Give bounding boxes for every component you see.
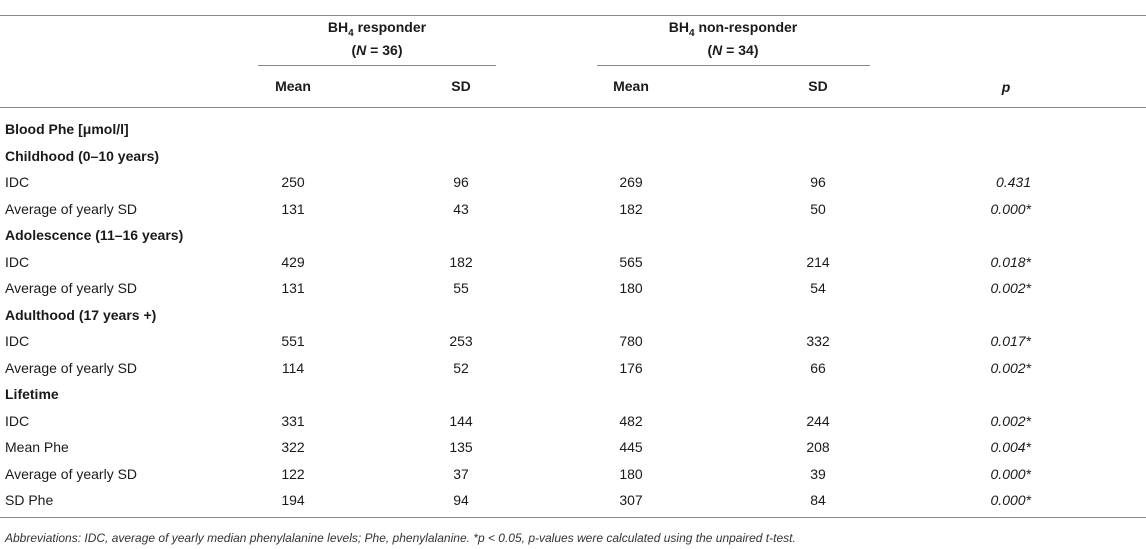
col-header-mean-responder: Mean xyxy=(275,78,311,94)
section-heading: Adulthood (17 years +) xyxy=(5,307,157,323)
table-cell: 131 xyxy=(281,201,305,217)
table-cell: 482 xyxy=(619,413,643,429)
p-value: 0.431 xyxy=(995,174,1031,190)
table-cell: 214 xyxy=(806,254,830,270)
table-cell: 144 xyxy=(449,413,473,429)
table-cell: 208 xyxy=(806,439,830,455)
row-label: Mean Phe xyxy=(5,439,69,455)
table-cell: 307 xyxy=(619,492,643,508)
table-cell: 322 xyxy=(281,439,305,455)
table-cell: 84 xyxy=(810,492,826,508)
row-label: IDC xyxy=(5,333,30,349)
p-value: 0.000* xyxy=(990,201,1031,217)
table-cell: 445 xyxy=(619,439,643,455)
p-value: 0.002* xyxy=(990,360,1031,376)
table-cell: 182 xyxy=(619,201,643,217)
table-cell: 180 xyxy=(619,280,643,296)
row-label: Average of yearly SD xyxy=(5,201,138,217)
header-bottom-rule xyxy=(0,107,1146,108)
table-cell: 780 xyxy=(619,333,643,349)
p-value: 0.000* xyxy=(990,492,1031,508)
col-header-sd-responder: SD xyxy=(451,78,471,94)
footnote: Abbreviations: IDC, average of yearly median phenylalanine levels; Phe, phenylalanine. *p < 0.05, p-values were calculated using the unpaired t-test. xyxy=(5,531,796,545)
group-underline-nonresponder xyxy=(597,65,870,66)
table-cell: 50 xyxy=(810,201,826,217)
table-cell: 194 xyxy=(281,492,305,508)
bottom-rule xyxy=(0,517,1146,518)
table-cell: 250 xyxy=(281,174,305,190)
group-header-responder: $BH_4$ responder xyxy=(327,19,427,39)
p-value: 0.000* xyxy=(990,466,1031,482)
top-rule xyxy=(0,15,1146,16)
table-cell: 66 xyxy=(810,360,826,376)
table-cell: 551 xyxy=(281,333,305,349)
section-heading: Lifetime xyxy=(5,386,59,402)
col-header-p: p xyxy=(1001,79,1011,95)
section-heading: Childhood (0–10 years) xyxy=(5,148,160,164)
table-cell: 94 xyxy=(453,492,469,508)
table-cell: 114 xyxy=(281,360,305,376)
row-label: IDC xyxy=(5,413,30,429)
col-header-mean-nonresponder: Mean xyxy=(613,78,649,94)
table-cell: 180 xyxy=(619,466,643,482)
table-cell: 52 xyxy=(453,360,469,376)
p-value: 0.017* xyxy=(990,333,1031,349)
table-cell: 55 xyxy=(453,280,469,296)
p-value: 0.002* xyxy=(990,413,1031,429)
table-cell: 332 xyxy=(806,333,830,349)
table-cell: 176 xyxy=(619,360,643,376)
table-cell: 331 xyxy=(281,413,305,429)
row-label: Average of yearly SD xyxy=(5,466,138,482)
table-cell: 244 xyxy=(806,413,830,429)
table-cell: 122 xyxy=(281,466,305,482)
group-n-nonresponder: (N = 34) xyxy=(707,42,759,58)
p-value: 0.004* xyxy=(990,439,1031,455)
table-cell: 39 xyxy=(810,466,826,482)
row-label: Average of yearly SD xyxy=(5,280,138,296)
table-cell: 565 xyxy=(619,254,643,270)
row-label: Average of yearly SD xyxy=(5,360,138,376)
table-cell: 253 xyxy=(449,333,473,349)
section-heading: Blood Phe [μmol/l] xyxy=(5,121,129,137)
table-cell: 429 xyxy=(281,254,305,270)
row-label: SD Phe xyxy=(5,492,54,508)
table-cell: 96 xyxy=(810,174,826,190)
p-value: 0.018* xyxy=(990,254,1031,270)
table-cell: 54 xyxy=(810,280,826,296)
p-value: 0.002* xyxy=(990,280,1031,296)
group-n-responder: (N = 36) xyxy=(351,42,403,58)
col-header-sd-nonresponder: SD xyxy=(808,78,828,94)
group-header-nonresponder: $BH_4$ non-responder xyxy=(668,19,798,39)
table-cell: 135 xyxy=(449,439,473,455)
table-cell: 269 xyxy=(619,174,643,190)
group-underline-responder xyxy=(258,65,496,66)
table-cell: 96 xyxy=(453,174,469,190)
table-cell: 182 xyxy=(449,254,473,270)
table-cell: 37 xyxy=(453,466,469,482)
row-label: IDC xyxy=(5,174,30,190)
table-cell: 43 xyxy=(453,201,469,217)
row-label: IDC xyxy=(5,254,30,270)
section-heading: Adolescence (11–16 years) xyxy=(5,227,184,243)
table-cell: 131 xyxy=(281,280,305,296)
